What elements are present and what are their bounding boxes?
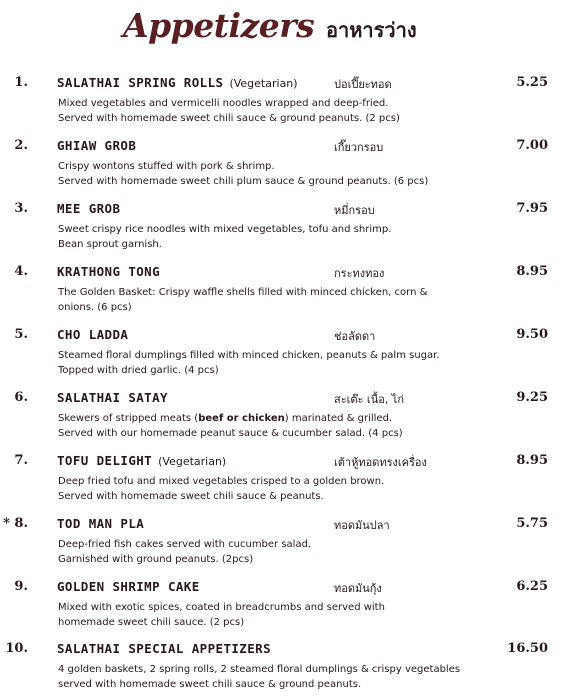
item-name: TOFU DELIGHT (Vegetarian)	[57, 453, 227, 468]
item-thai-name: เกี๊ยวกรอบ	[334, 141, 384, 154]
section-title-thai: อาหารว่าง	[326, 18, 417, 42]
item-number: 6.	[14, 390, 28, 405]
item-name: GHIAW GROB	[57, 138, 137, 153]
item-number: 7.	[14, 453, 28, 468]
item-thai-name: ทอดมันกุ้ง	[334, 582, 382, 595]
item-price: 9.50	[516, 327, 548, 342]
item-note: (Vegetarian)	[229, 77, 298, 90]
item-number: 9.	[14, 579, 28, 594]
item-thai-name: เต้าหู้ทอดทรงเครื่อง	[334, 456, 427, 469]
item-name: MEE GROB	[57, 201, 121, 216]
item-price: 7.00	[516, 138, 548, 153]
menu-header	[0, 2, 568, 52]
item-price: 8.95	[516, 264, 548, 279]
item-name: GOLDEN SHRIMP CAKE	[57, 579, 200, 594]
item-description: Steamed floral dumplings filled with minced chicken, peanuts & palm sugar. Topped with dried garlic. (4 pcs)	[58, 350, 440, 376]
item-description: Skewers of stripped meats (beef or chicken) marinated & grilled. Served with our homemade peanut sauce & cucumber salad. (4 pcs)	[58, 413, 403, 439]
item-name: SALATHAI SATAY	[57, 390, 168, 405]
item-description: Deep-fried fish cakes served with cucumber salad. Garnished with ground peanuts. (2pcs)	[58, 539, 312, 565]
item-name: CHO LADDA	[57, 327, 129, 342]
item-number: 1.	[14, 75, 28, 90]
item-number: 5.	[14, 327, 28, 342]
item-description: The Golden Basket: Crispy waffle shells filled with minced chicken, corn & onions. (6 pcs)	[58, 287, 428, 313]
item-note: (Vegetarian)	[158, 455, 227, 468]
item-thai-name: ปอเปี๊ยะทอด	[334, 78, 392, 91]
section-title: Appetizers	[123, 6, 315, 45]
item-description: Crispy wontons stuffed with pork & shrimp. Served with homemade sweet chili plum sauce & ground peanuts. (6 pcs)	[58, 161, 429, 187]
item-number: 4.	[14, 264, 28, 279]
item-number: 2.	[14, 138, 28, 153]
item-number: * 8.	[3, 516, 28, 531]
item-description: Deep fried tofu and mixed vegetables crisped to a golden brown. Served with homemade sweet chili sauce & peanuts.	[58, 476, 385, 502]
item-price: 8.95	[516, 453, 548, 468]
item-name: SALATHAI SPECIAL APPETIZERS	[57, 641, 271, 656]
item-price: 5.25	[516, 75, 548, 90]
item-number: 3.	[14, 201, 28, 216]
item-name: KRATHONG TONG	[57, 264, 161, 279]
item-description: 4 golden baskets, 2 spring rolls, 2 steamed floral dumplings & crispy vegetables served with homemade sweet chili sauce & ground peanuts.	[58, 664, 461, 690]
item-price: 6.25	[516, 579, 548, 594]
item-thai-name: หมี่กรอบ	[334, 204, 375, 217]
item-description: Sweet crispy rice noodles with mixed vegetables, tofu and shrimp. Bean sprout garnish.	[58, 224, 392, 250]
item-thai-name: ทอดมันปลา	[334, 519, 390, 532]
item-name: TOD MAN PLA	[57, 516, 145, 531]
item-price: 9.25	[516, 390, 548, 405]
item-price: 5.75	[516, 516, 548, 531]
item-price: 7.95	[516, 201, 548, 216]
item-description: Mixed vegetables and vermicelli noodles wrapped and deep-fried. Served with homemade sweet chili sauce & ground peanuts. (2 pcs)	[58, 98, 400, 124]
item-description: Mixed with exotic spices, coated in breadcrumbs and served with homemade sweet chili sauce. (2 pcs)	[58, 602, 385, 628]
item-thai-name: สะเต๊ะ เนื้อ, ไก่	[334, 393, 405, 406]
item-number: 10.	[5, 641, 28, 656]
item-price: 16.50	[507, 641, 548, 656]
item-name: SALATHAI SPRING ROLLS (Vegetarian)	[57, 75, 298, 90]
highlighted-meats: beef or chicken	[198, 413, 285, 424]
item-thai-name: ช่อลัดดา	[334, 330, 376, 343]
item-thai-name: กระทงทอง	[334, 267, 385, 280]
